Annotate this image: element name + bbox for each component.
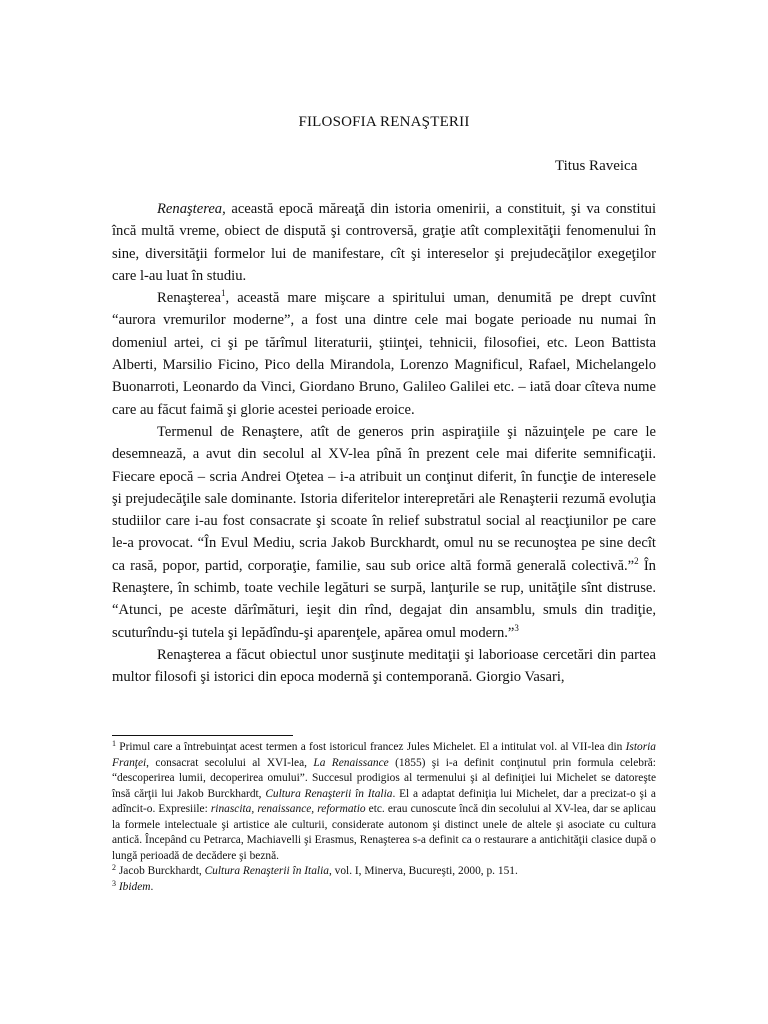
footnote-ref-2[interactable]: 2 xyxy=(634,555,639,566)
footnotes xyxy=(112,740,656,895)
footnote-1-italic: Istoria Franţei xyxy=(112,741,656,769)
paragraph-2-lead: Renaşterea xyxy=(157,290,222,307)
footnote-separator xyxy=(112,735,293,736)
footnote-2-text: Jacob Burckhardt, xyxy=(116,865,205,877)
footnote-1-italic: La Renaissance xyxy=(313,756,389,769)
paragraph-3 xyxy=(112,421,656,644)
paragraph-1-lead: Renaşterea xyxy=(157,201,223,217)
footnote-1-text: . El a adaptat definiţia lui Michelet, dar a precizat-o şi a adîncit-o. Expresiile: xyxy=(112,787,656,815)
paragraph-2-text: , această mare mişcare a spiritului uman, denumită pe drept cuvînt “aurora vremurilor moderne”, a fost una dintre cele mai bogate perioade nu numai în domeniul artei, ci şi pe tărîmul literaturii, ştiinţei, tehnicii, filosofiei, etc. Leon Battista Alberti, Marsilio Ficino, Pico della Mirandola, Lorenzo Magnificul, Rafael, Michelangelo Buonarroti, Leonardo da Vinci, Giordano Bruno, Galileo Galilei etc. – iată doar cîteva nume care au făcut faimă şi glorie acestei perioade eroice. xyxy=(112,290,656,418)
footnote-1-number: 1 xyxy=(112,739,116,748)
paragraph-1-text: , această epocă măreaţă din istoria omenirii, a constituit, şi va constitui încă multă vreme, obiect de dispută şi controversă, graţie atît complexităţii fenomenului în sine, diversităţii formelor lui de manifestare, cît şi intereselor şi prejudecăţilor exegeţilor care l-au luat în studiu. xyxy=(112,201,656,284)
footnote-ref-3[interactable]: 3 xyxy=(514,622,519,633)
footnote-2-text: , vol. I, Minerva, Bucureşti, 2000, p. 151. xyxy=(328,865,518,877)
paragraph-4-text: Renaşterea a făcut obiectul unor susţinute meditaţii şi laborioase cercetări din partea multor filosofi şi istorici din epoca modernă şi contemporană. Giorgio Vasari, xyxy=(112,646,656,686)
footnote-1-italic: rinascita, renaissance, reformatio xyxy=(210,803,366,815)
paragraph-3-text-b: În Renaştere, în schimb, toate vechile legături se surpă, lanţurile se rup, unităţile sînt distruse. “Atunci, pe aceste dărîmături, ieşit din rînd, degajat din ansamblu, smuls din tradiţie, scuturîndu-şi tutela şi lepădîndu-şi aparenţele, apărea omul modern.” xyxy=(112,557,656,641)
footnote-1-italic: Cultura Renaşterii în Italia xyxy=(265,787,393,800)
paragraph-2 xyxy=(112,287,656,421)
footnote-3-number: 3 xyxy=(112,878,116,888)
footnote-2-number: 2 xyxy=(112,863,116,872)
footnote-1 xyxy=(112,740,656,864)
paragraph-3-text-a: Termenul de Renaştere, atît de generos prin aspiraţiile şi năzuinţele pe care le desemnează, a avut din secolul al XV-lea pînă în prezent cele mai diferite semnificaţii. Fiecare epocă – scria Andrei Oţetea – i-a atribuit un conţinut diferit, în funcţie de interesele şi prejudecăţile sale dominante. Istoria diferitelor interepretări ale Renaşterii rezumă evoluţia studiilor care i-au fost consacrate şi scoate în relief substratul social al reacţiunilor pe care le-a provocat. “În Evul Mediu, scria Jakob Burckhardt, omul nu se recunoştea pe sine decît ca rasă, popor, partid, corporaţie, familie, sau sub orice altă formă generală colectivă.” xyxy=(112,423,656,574)
page-title: FILOSOFIA RENAŞTERII xyxy=(298,114,470,130)
footnote-1-text: , consacrat secolului al XVI-lea, xyxy=(146,756,314,769)
footnote-1-text: (1855) şi i-a definit conţinutul prin formula celebră: “descoperirea lumii, decoperirea omului”. Succesul prodigios al termenului şi al definiţiei lui Michelet se datoreşte însă cărţii lui Jakob Burckhardt, xyxy=(112,756,656,800)
footnote-1-text: Primul care a întrebuinţat acest termen a fost istoricul francez Jules Michelet. El a intitulat vol. al VII-lea din xyxy=(116,741,626,753)
paragraph-1 xyxy=(112,198,656,287)
footnote-3: $^3$ Ibidem. xyxy=(112,878,154,893)
footnote-ref-1[interactable]: 1 xyxy=(221,288,226,299)
footnote-2 xyxy=(112,864,656,880)
footnote-2-italic: Cultura Renaşterii în Italia xyxy=(204,865,329,877)
body-text xyxy=(112,198,656,689)
footnote-1-text: etc. erau cunoscute încă din secolului al XV-lea, dar se aplicau la formele intelectuale şi artistice ale culturii, considerate autonom şi distinct unele de altele şi asociate cu cultura antică. Începând cu Petrarca, Machiavelli şi Erasmus, Renaşterea s-a definit ca o restaurare a antichităţii clasice după o lungă perioadă de decădere şi beznă. xyxy=(112,803,656,862)
paragraph-4 xyxy=(112,644,656,689)
footnote-3-italic: Ibidem xyxy=(118,880,151,893)
author-name: Titus Raveica xyxy=(555,158,638,174)
